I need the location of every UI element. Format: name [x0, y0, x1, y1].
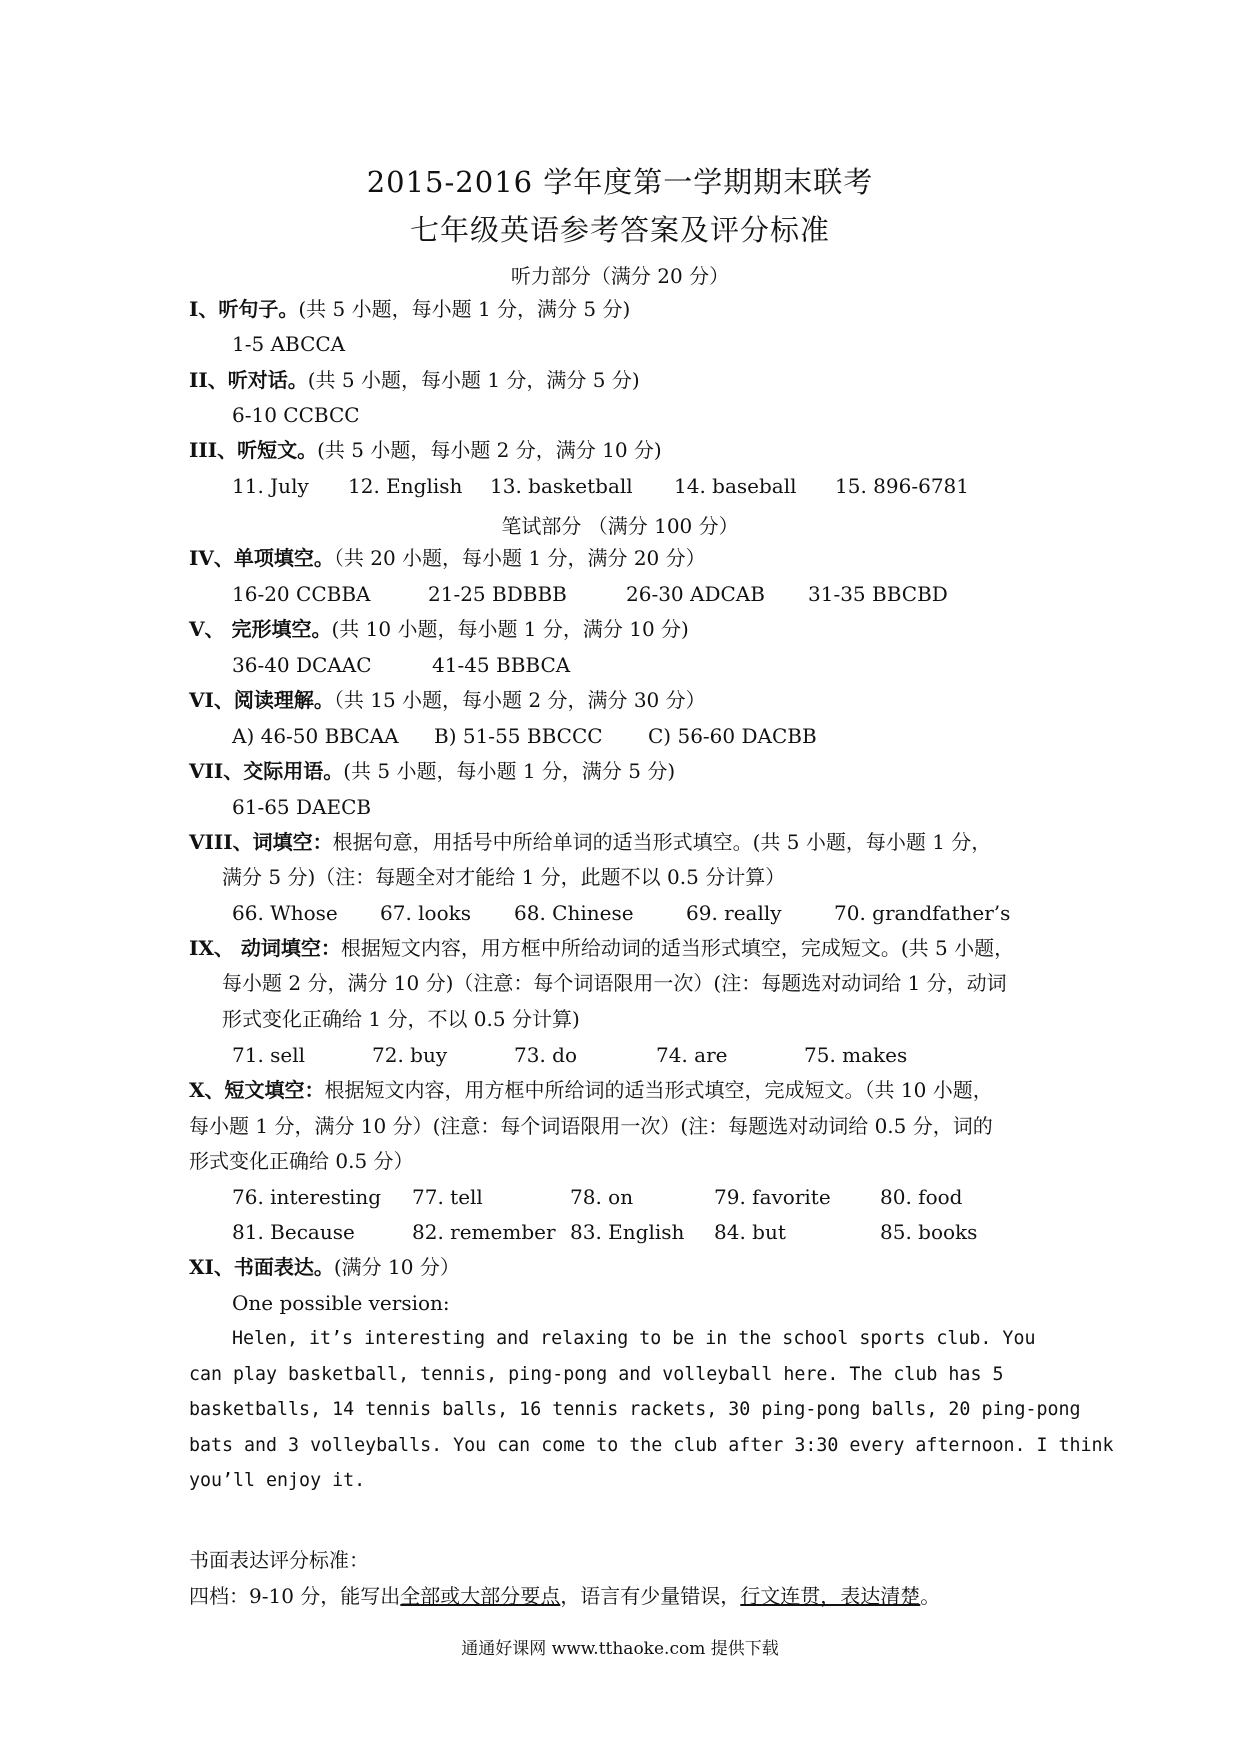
- section-8-note: 根据句意，用括号中所给单词的适当形式填空。(共 5 小题，每小题 1 分，: [332, 830, 992, 854]
- answer-85: 85. books: [880, 1220, 978, 1244]
- version-label: One possible version:: [232, 1291, 450, 1315]
- document-subtitle: 七年级英语参考答案及评分标准: [409, 213, 830, 247]
- section-2-note: (共 5 小题，每小题 1 分，满分 5 分): [307, 368, 640, 392]
- answer-36-40: 36-40 DCAAC: [232, 653, 372, 677]
- answer-14: 14. baseball: [674, 474, 797, 498]
- section-10-note: 根据短文内容，用方框中所给词的适当形式填空，完成短文。（共 10 小题，: [324, 1078, 993, 1102]
- section-10-label: X、短文填空：: [189, 1078, 325, 1102]
- section-9-note-cont: 每小题 2 分，满分 10 分)（注意：每个词语限用一次）(注：每题选对动词给 1 分，动词: [222, 971, 1007, 995]
- answer-67: 67. looks: [380, 901, 472, 925]
- tier4-mid: ，语言有少量错误，: [560, 1584, 741, 1608]
- essay-line-1: Helen, it’s interesting and relaxing to be in the school sports club. You: [232, 1328, 1036, 1349]
- answer-56-60: C) 56-60 DACBB: [648, 724, 817, 748]
- tier4-underline-2: 行文连贯，表达清楚: [740, 1584, 921, 1608]
- answer-11: 11. July: [232, 474, 309, 498]
- listening-header: 听力部分（满分 20 分）: [510, 264, 730, 288]
- answer-83: 83. English: [570, 1220, 685, 1244]
- essay-line-3: basketballs, 14 tennis balls, 16 tennis rackets, 30 ping-pong balls, 20 ping-pong: [189, 1399, 1081, 1420]
- answer-15: 15. 896-6781: [835, 474, 969, 498]
- scoring-tier-4: [189, 1582, 940, 1610]
- section-1-heading: [189, 295, 630, 323]
- tier4-prefix: 四档：9-10 分，能写出: [189, 1584, 401, 1608]
- answer-41-45: 41-45 BBBCA: [432, 653, 571, 677]
- answer-80: 80. food: [880, 1185, 963, 1209]
- scoring-header: 书面表达评分标准：: [189, 1548, 369, 1572]
- section-7-heading: [189, 757, 675, 785]
- section-7-note: (共 5 小题，每小题 1 分，满分 5 分): [343, 759, 676, 783]
- answer-13: 13. basketball: [490, 474, 633, 498]
- answer-70: 70. grandfather’s: [834, 901, 1011, 925]
- section-2-answer: 6-10 CCBCC: [232, 403, 360, 427]
- tier4-underline-1: 全部或大部分要点: [400, 1584, 561, 1608]
- section-3-heading: [189, 436, 662, 464]
- section-6-label: VI、阅读理解。: [189, 688, 334, 712]
- section-6-note: （共 15 小题，每小题 2 分，满分 30 分）: [333, 688, 706, 712]
- answer-73: 73. do: [514, 1043, 578, 1067]
- section-11-heading: [189, 1253, 460, 1281]
- section-2-heading: [189, 366, 640, 394]
- page-footer: 通通好课网 www.tthaoke.com 提供下载: [461, 1639, 779, 1659]
- section-9-label: IX、 动词填空：: [189, 936, 341, 960]
- answer-74: 74. are: [656, 1043, 728, 1067]
- section-11-note: (满分 10 分）: [333, 1255, 460, 1279]
- section-3-note: (共 5 小题，每小题 2 分，满分 10 分): [317, 438, 662, 462]
- answer-31-35: 31-35 BBCBD: [808, 582, 948, 606]
- answer-26-30: 26-30 ADCAB: [626, 582, 765, 606]
- section-7-label: VII、交际用语。: [189, 759, 344, 783]
- answer-82: 82. remember: [412, 1220, 556, 1244]
- section-4-note: （共 20 小题，每小题 1 分，满分 20 分）: [333, 546, 706, 570]
- section-6-heading: [189, 686, 706, 714]
- section-7-answer: 61-65 DAECB: [232, 795, 372, 819]
- answer-16-20: 16-20 CCBBA: [232, 582, 371, 606]
- section-8-label: VIII、词填空：: [189, 830, 333, 854]
- section-5-label: V、 完形填空。: [189, 617, 332, 641]
- section-9-heading: [189, 934, 1014, 962]
- answer-84: 84. but: [714, 1220, 786, 1244]
- written-header: 笔试部分 （满分 100 分）: [501, 514, 739, 538]
- section-5-heading: [189, 615, 689, 643]
- section-4-label: IV、单项填空。: [189, 546, 334, 570]
- section-1-label: I、听句子。: [189, 297, 299, 321]
- answer-81: 81. Because: [232, 1220, 355, 1244]
- document-title: 2015-2016 学年度第一学期期末联考: [366, 165, 874, 199]
- section-3-label: III、听短文。: [189, 438, 318, 462]
- answer-46-50: A) 46-50 BBCAA: [232, 724, 399, 748]
- answer-51-55: B) 51-55 BBCCC: [434, 724, 603, 748]
- section-1-answer: 1-5 ABCCA: [232, 332, 346, 356]
- answer-21-25: 21-25 BDBBB: [428, 582, 567, 606]
- section-2-label: II、听对话。: [189, 368, 308, 392]
- essay-line-5: you’ll enjoy it.: [189, 1470, 366, 1491]
- answer-75: 75. makes: [804, 1043, 908, 1067]
- section-10-note-cont2: 形式变化正确给 0.5 分）: [189, 1149, 414, 1173]
- answer-72: 72. buy: [372, 1043, 448, 1067]
- essay-line-4: bats and 3 volleyballs. You can come to the club after 3:30 every afternoon. I think: [189, 1435, 1114, 1456]
- section-5-note: (共 10 小题，每小题 1 分，满分 10 分): [331, 617, 689, 641]
- section-9-note: 根据短文内容，用方框中所给动词的适当形式填空，完成短文。(共 5 小题，: [340, 936, 1015, 960]
- answer-68: 68. Chinese: [514, 901, 634, 925]
- tier4-end: 。: [920, 1584, 941, 1608]
- section-8-heading: [189, 828, 991, 856]
- answer-69: 69. really: [686, 901, 782, 925]
- answer-79: 79. favorite: [714, 1185, 831, 1209]
- section-10-note-cont: 每小题 1 分，满分 10 分）(注意：每个词语限用一次）(注：每题选对动词给 0.5 分，词的: [189, 1114, 993, 1138]
- answer-76: 76. interesting: [232, 1185, 382, 1209]
- section-4-heading: [189, 544, 706, 572]
- answer-77: 77. tell: [412, 1185, 483, 1209]
- answer-71: 71. sell: [232, 1043, 306, 1067]
- section-10-heading: [189, 1076, 993, 1104]
- section-1-note: (共 5 小题，每小题 1 分，满分 5 分): [298, 297, 631, 321]
- section-11-label: XI、书面表达。: [189, 1255, 334, 1279]
- section-8-note-cont: 满分 5 分)（注：每题全对才能给 1 分，此题不以 0.5 分计算）: [222, 865, 786, 889]
- section-9-note-cont2: 形式变化正确给 1 分，不以 0.5 分计算): [222, 1007, 580, 1031]
- essay-line-2: can play basketball, tennis, ping-pong and volleyball here. The club has 5: [189, 1364, 1004, 1385]
- answer-78: 78. on: [570, 1185, 634, 1209]
- answer-66: 66. Whose: [232, 901, 338, 925]
- answer-12: 12. English: [348, 474, 463, 498]
